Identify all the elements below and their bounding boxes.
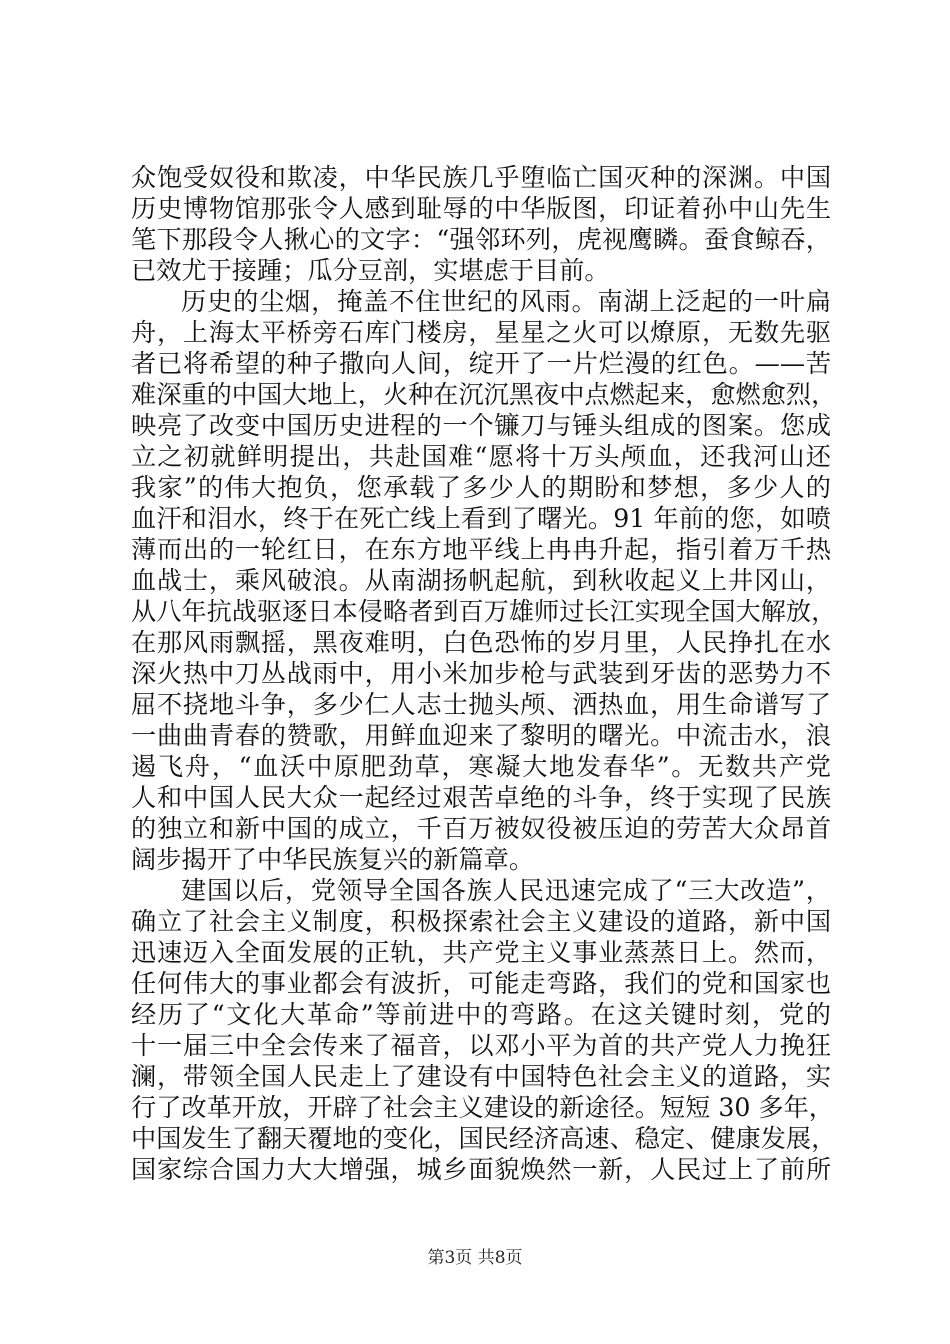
text-line: 屈不挠地斗争，多少仁人志士抛头颅、洒热血，用生命谱写了 — [131, 690, 831, 719]
page-number-footer: 第3页 共8页 — [427, 1248, 523, 1268]
text-line: 国家综合国力大大增强，城乡面貌焕然一新，人民过上了前所 — [131, 1155, 831, 1184]
text-line: 任何伟大的事业都会有波折，可能走弯路，我们的党和国家也 — [131, 969, 831, 998]
text-line: 难深重的中国大地上，火种在沉沉黑夜中点燃起来，愈燃愈烈， — [131, 380, 837, 409]
text-line: 中国发生了翻天覆地的变化，国民经济高速、稳定、健康发展， — [131, 1124, 837, 1153]
text-line: 者已将希望的种子撒向人间，绽开了一片烂漫的红色。——苦 — [131, 349, 831, 378]
text-line: 笔下那段令人揪心的文字：“强邻环列，虎视鹰瞵。蚕食鲸吞， — [131, 225, 831, 254]
text-line: 行了改革开放，开辟了社会主义建设的新途径。短短 30 多年， — [131, 1093, 834, 1122]
paragraph-start-line: 历史的尘烟，掩盖不住世纪的风雨。南湖上泛起的一叶扁 — [181, 287, 831, 316]
text-line: 薄而出的一轮红日，在东方地平线上冉冉升起，指引着万千热 — [131, 535, 831, 564]
text-line: 阔步揭开了中华民族复兴的新篇章。 — [131, 845, 534, 874]
body-text — [131, 162, 837, 1185]
text-line: 深火热中刀丛战雨中，用小米加步枪与武装到牙齿的恶势力不 — [131, 659, 831, 688]
text-line: 血战士，乘风破浪。从南湖扬帆起航，到秋收起义上井冈山， — [131, 566, 831, 595]
text-line: 在那风雨飘摇，黑夜难明，白色恐怖的岁月里，人民挣扎在水 — [131, 628, 831, 657]
text-line: 立之初就鲜明提出，共赴国难“愿将十万头颅血，还我河山还 — [131, 442, 831, 471]
text-line: 经历了“文化大革命”等前进中的弯路。在这关键时刻，党的 — [131, 1000, 831, 1029]
text-line: 十一届三中全会传来了福音，以邓小平为首的共产党人力挽狂 — [131, 1031, 831, 1060]
text-line: 迅速迈入全面发展的正轨，共产党主义事业蒸蒸日上。然而， — [131, 938, 831, 967]
text-line: 确立了社会主义制度，积极探索社会主义建设的道路，新中国 — [131, 907, 831, 936]
text-line: 的独立和新中国的成立，千百万被奴役被压迫的劳苦大众昂首 — [131, 814, 831, 843]
text-line: 映亮了改变中国历史进程的一个镰刀与锤头组成的图案。您成 — [131, 411, 831, 440]
text-line: 澜，带领全国人民走上了建设有中国特色社会主义的道路，实 — [131, 1062, 831, 1091]
text-line: 历史博物馆那张令人感到耻辱的中华版图，印证着孙中山先生 — [131, 194, 831, 223]
text-line: 血汗和泪水，终于在死亡线上看到了曙光。91 年前的您，如喷 — [131, 504, 831, 533]
text-line: 我家”的伟大抱负，您承载了多少人的期盼和梦想，多少人的 — [131, 473, 831, 502]
text-line: 一曲曲青春的赞歌，用鲜血迎来了黎明的曙光。中流击水，浪 — [131, 721, 831, 750]
text-line: 舟，上海太平桥旁石库门楼房，星星之火可以燎原，无数先驱 — [131, 318, 831, 347]
text-line: 遏飞舟，“血沃中原肥劲草，寒凝大地发春华”。无数共产党 — [131, 752, 831, 781]
text-line: 已效尤于接踵；瓜分豆剖，实堪虑于目前。 — [131, 256, 610, 285]
text-line: 从八年抗战驱逐日本侵略者到百万雄师过长江实现全国大解放， — [131, 597, 837, 626]
text-line: 众饱受奴役和欺凌，中华民族几乎堕临亡国灭种的深渊。中国 — [131, 163, 831, 192]
text-line: 人和中国人民大众一起经过艰苦卓绝的斗争，终于实现了民族 — [131, 783, 831, 812]
paragraph-start-line: 建国以后，党领导全国各族人民迅速完成了“三大改造”， — [181, 876, 831, 905]
